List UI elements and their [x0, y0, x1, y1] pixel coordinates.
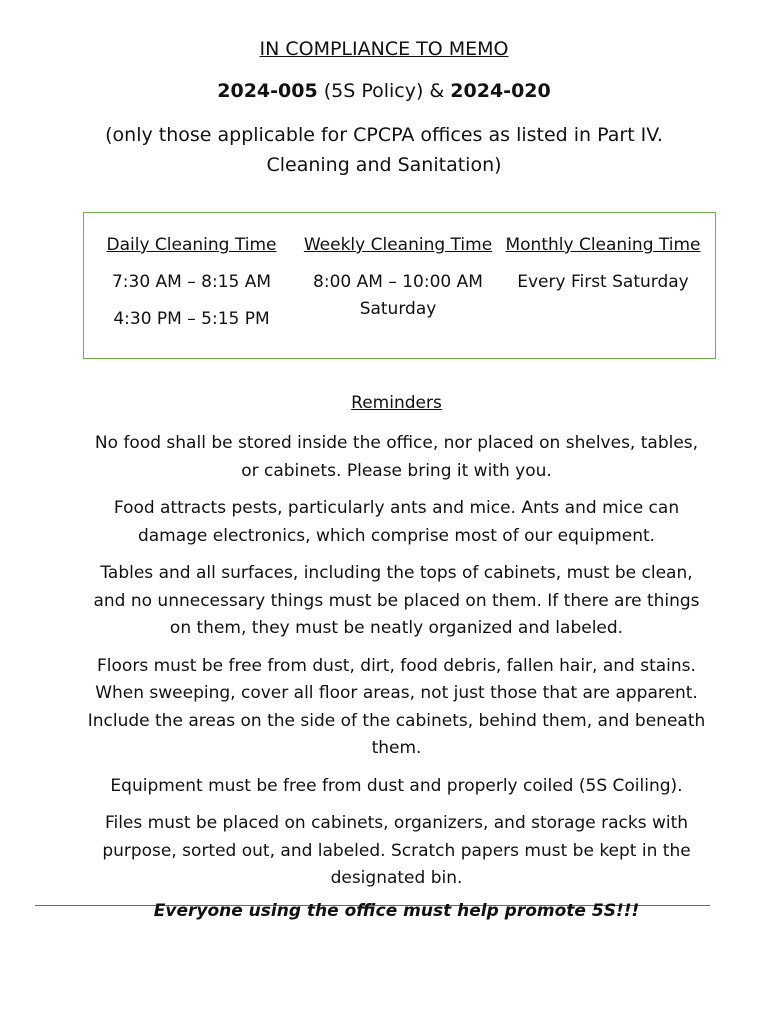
- cleaning-schedule-box: [83, 212, 716, 359]
- weekly-cleaning-heading: Weekly Cleaning Time: [303, 235, 493, 255]
- reminder-item: Files must be placed on cabinets, organizers, and storage racks with purpose, sorted out, and labeled. Scratch papers must be kept in the designated bin.: [102, 813, 691, 888]
- daily-cleaning-time-morning: 7:30 AM – 8:15 AM: [111, 272, 272, 292]
- weekly-cleaning-day: Saturday: [359, 299, 437, 319]
- reminder-item: Tables and all surfaces, including the tops of cabinets, must be clean, and no unnecessary things must be placed on them. If there are things on them, they must be neatly organized and labeled.: [93, 563, 700, 638]
- page-subtitle: (only those applicable for CPCPA offices as listed in Part IV. Cleaning and Sanitation): [105, 124, 663, 176]
- daily-cleaning-time-afternoon: 4:30 PM – 5:15 PM: [113, 309, 270, 329]
- monthly-cleaning-time: Every First Saturday: [517, 272, 689, 292]
- reminders-heading: Reminders: [351, 393, 442, 413]
- monthly-cleaning-column: [502, 235, 704, 296]
- reminder-item: No food shall be stored inside the office, nor placed on shelves, tables, or cabinets. Please bring it with you.: [94, 433, 699, 481]
- reminder-item: Food attracts pests, particularly ants and mice. Ants and mice can damage electronics, which comprise most of our equipment.: [113, 498, 680, 546]
- memo-description: (5S Policy) &: [317, 80, 451, 102]
- daily-cleaning-heading: Daily Cleaning Time: [106, 235, 277, 255]
- closing-statement: Everyone using the office must help promote 5S!!!: [153, 901, 640, 921]
- reminders-list: [85, 430, 708, 903]
- reminder-item: Floors must be free from dust, dirt, food debris, fallen hair, and stains. When sweeping, cover all floor areas, not just those that are apparent. Include the areas on the side of the cabinets, behind them, and beneath them.: [87, 655, 706, 758]
- weekly-cleaning-time: 8:00 AM – 10:00 AM: [313, 272, 483, 292]
- page-title: IN COMPLIANCE TO MEMO: [259, 38, 509, 60]
- reminder-item: Equipment must be free from dust and properly coiled (5S Coiling).: [110, 775, 683, 796]
- monthly-cleaning-heading: Monthly Cleaning Time: [505, 235, 701, 255]
- memo-number-secondary: 2024-020: [450, 80, 551, 102]
- memo-numbers: [0, 80, 768, 102]
- weekly-cleaning-column: [298, 235, 498, 323]
- daily-cleaning-column: [94, 235, 289, 333]
- memo-number-primary: 2024-005: [217, 80, 318, 102]
